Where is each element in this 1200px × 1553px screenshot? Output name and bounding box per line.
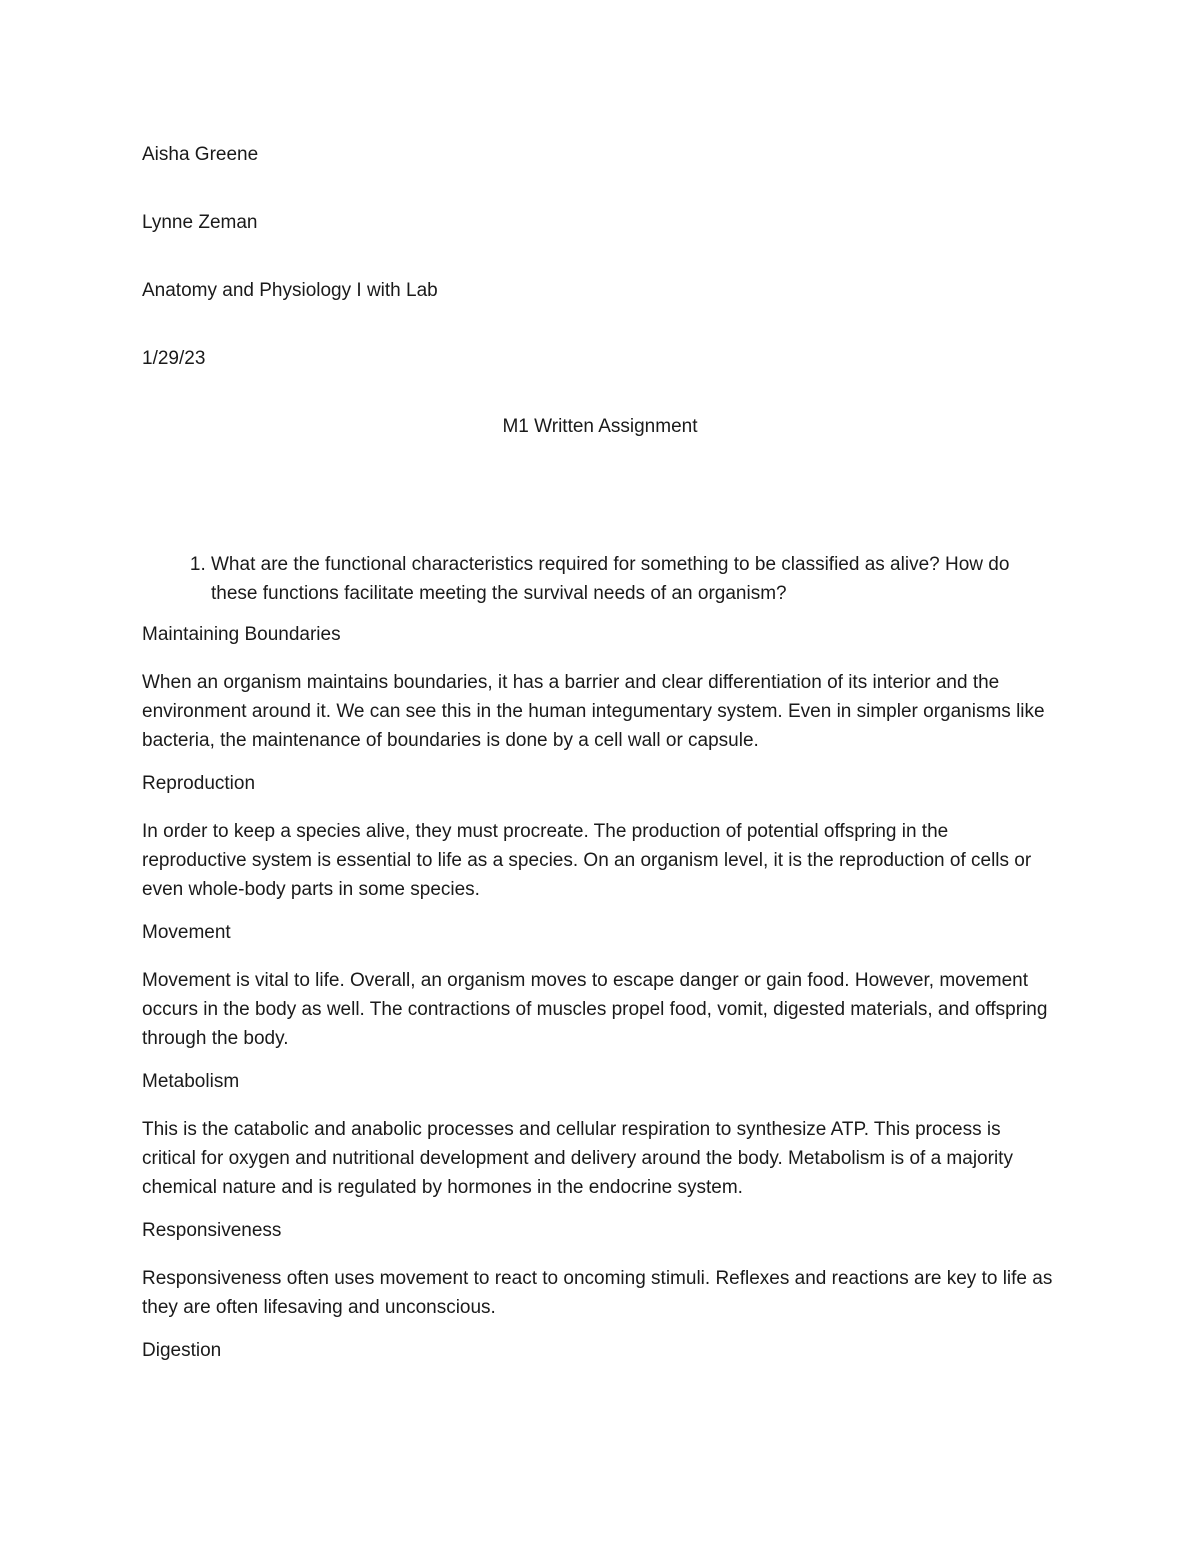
instructor-name: Lynne Zeman [142, 212, 258, 233]
section-heading-maintaining-boundaries: Maintaining Boundaries [142, 624, 341, 645]
section-body-responsiveness: Responsiveness often uses movement to react to oncoming stimuli. Reflexes and reactions are key to life as they are often lifesaving and unconscious. [142, 1268, 1053, 1318]
document-content [142, 142, 1058, 1384]
question-item: 1. What are the functional characteristics required for something to be classified as alive? How do these functions facilitate meeting the survival needs of an organism? [211, 550, 1058, 608]
assignment-date: 1/29/23 [142, 348, 206, 369]
section-heading-metabolism: Metabolism [142, 1071, 240, 1092]
section-body-movement: Movement is vital to life. Overall, an organism moves to escape danger or gain food. However, movement occurs in the body as well. The contractions of muscles propel food, vomit, digested materials, and offspring through the body. [142, 970, 1048, 1049]
section-heading-digestion: Digestion [142, 1340, 222, 1361]
course-name: Anatomy and Physiology I with Lab [142, 280, 438, 301]
section-heading-responsiveness: Responsiveness [142, 1220, 282, 1241]
section-body-reproduction: In order to keep a species alive, they must procreate. The production of potential offspring in the reproductive system is essential to life as a species. On an organism level, it is the reproduction of cells or even whole-body parts in some species. [142, 821, 1032, 900]
section-heading-movement: Movement [142, 922, 231, 943]
section-body-metabolism: This is the catabolic and anabolic processes and cellular respiration to synthesize ATP. This process is critical for oxygen and nutritional development and delivery around the body. Metabolism is of a majority chemical nature and is regulated by hormones in the endocrine system. [142, 1119, 1013, 1198]
question-list [142, 550, 1058, 608]
student-name: Aisha Greene [142, 144, 259, 165]
section-heading-reproduction: Reproduction [142, 773, 256, 794]
section-body-maintaining-boundaries: When an organism maintains boundaries, it has a barrier and clear differentiation of its interior and the environment around it. We can see this in the human integumentary system. Even in simpler organisms like bacteria, the maintenance of boundaries is done by a cell wall or capsule. [142, 672, 1045, 751]
document-title: M1 Written Assignment [502, 416, 698, 437]
